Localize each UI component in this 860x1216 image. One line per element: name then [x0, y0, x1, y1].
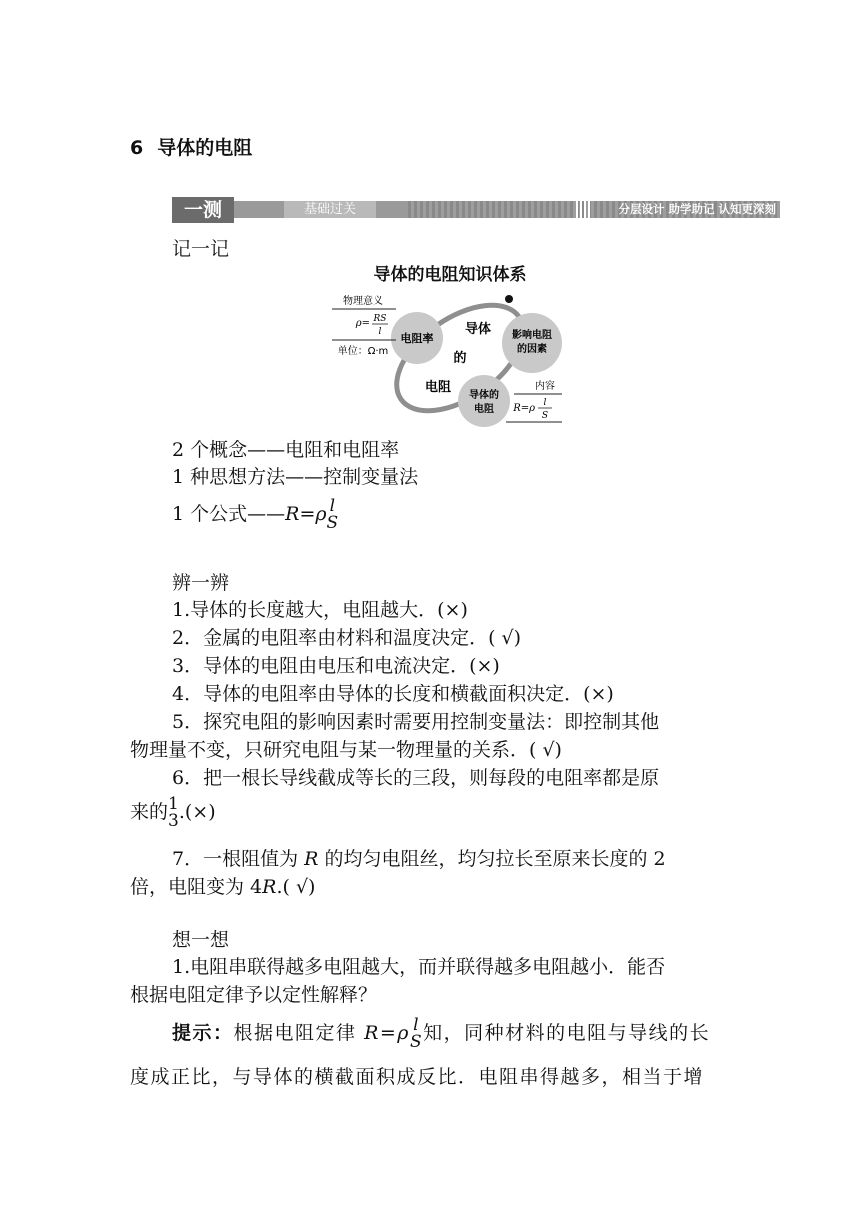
summary-line-3-prefix: 1 个公式——	[172, 503, 286, 525]
judge-item-2: 2．金属的电阻率由材料和温度决定．( √)	[172, 627, 522, 649]
one-third-den: 3	[168, 811, 179, 831]
hint-text-2: 知，同种材料的电阻与导线的长	[423, 1022, 711, 1044]
unit-label: 单位：Ω·m	[337, 346, 389, 357]
node-factors-label-1: 影响电阻	[512, 330, 552, 341]
judge-item-5-line-1: 5．探究电阻的影响因素时需要用控制变量法：即控制其他	[172, 711, 660, 733]
center-text-2: 的	[453, 351, 467, 366]
rho-formula-den: l	[378, 327, 382, 337]
summary-line-2: 1 种思想方法——控制变量法	[172, 466, 419, 488]
r-formula-num: l	[543, 398, 547, 408]
right-annotation	[500, 377, 580, 425]
judge-item-1: 1.导体的长度越大，电阻越大．(×)	[172, 599, 468, 621]
center-text-3: 电阻	[424, 380, 452, 395]
one-third-num: 1	[168, 794, 179, 814]
banner-mark: 一测	[172, 197, 234, 223]
hint-fraction	[410, 1017, 423, 1051]
judge-item-3: 3．导体的电阻由电压和电流决定．(×)	[172, 655, 500, 677]
hint-num: l	[413, 1015, 421, 1035]
formula-lhs: R=ρ	[285, 503, 327, 525]
node-resistivity-label: 电阻率	[400, 332, 434, 345]
judge-item-4: 4．导体的电阻率由导体的长度和横截面积决定．(×)	[172, 683, 614, 705]
formula-den: S	[326, 513, 339, 533]
node-resistance-label-1: 导体的	[469, 390, 499, 401]
center-text-1: 导体	[464, 322, 492, 337]
diagram-title: 导体的电阻知识体系	[373, 265, 527, 285]
chapter-number: 6	[130, 137, 144, 159]
node-factors	[502, 313, 562, 373]
hint-formula-lhs: R=ρ	[364, 1022, 410, 1044]
judge-item-7-line-1	[172, 845, 666, 873]
summary-line-3	[172, 498, 338, 532]
hint-label: 提示：	[172, 1022, 234, 1044]
think-q1-line-2: 根据电阻定律予以定性解释？	[130, 984, 378, 1006]
node-factors-label-2: 的因素	[517, 344, 547, 355]
chapter-title-text: 导体的电阻	[157, 137, 253, 159]
judge-item-7-part-2: 的均匀电阻丝，均匀拉长至原来长度的 2	[318, 848, 666, 870]
judge-item-6-line-1: 6．把一根长导线截成等长的三段，则每段的电阻率都是原	[172, 767, 660, 789]
section-think: 想一想	[172, 929, 230, 951]
judge-item-6-suffix: .(×)	[178, 801, 216, 823]
node-resistance-label-2: 电阻	[474, 404, 494, 415]
rho-formula-num: RS	[373, 314, 387, 324]
hint-den: S	[409, 1032, 424, 1052]
judge-item-6-line-2	[130, 796, 216, 830]
summary-line-1: 2 个概念——电阻和电阻率	[172, 439, 400, 461]
judge-item-7-R: R	[304, 848, 319, 870]
banner-bars	[576, 201, 590, 218]
one-third-fraction	[168, 796, 179, 830]
judge-item-7-part-4: .( √)	[276, 876, 316, 898]
formula-num: l	[329, 496, 336, 516]
formula-fraction	[327, 498, 339, 532]
banner-subtitle: 基础过关	[284, 201, 376, 218]
orbit-dot	[505, 295, 513, 303]
rho-formula-lhs: ρ=	[355, 318, 370, 329]
judge-item-5-line-2: 物理量不变，只研究电阻与某一物理量的关系．( √)	[130, 739, 562, 761]
hint-line-2: 度成正比，与导体的横截面积成反比．电阻串得越多，相当于增	[130, 1066, 705, 1088]
judge-item-7-R2: R	[262, 876, 277, 898]
judge-item-6-prefix: 来的	[130, 801, 169, 823]
judge-item-7-part-3: 倍，电阻变为 4	[130, 876, 263, 898]
think-q1-line-1: 1.电阻串联得越多电阻越大，而并联得越多电阻越小．能否	[172, 956, 666, 978]
hint-text-1: 根据电阻定律	[233, 1022, 365, 1044]
section-banner	[172, 197, 780, 223]
judge-item-7-line-2	[130, 873, 315, 901]
chapter-title	[130, 133, 252, 160]
hint-line-1	[172, 1017, 710, 1051]
r-formula-den: S	[541, 411, 549, 421]
banner-tagline: 分层设计 助学助记 认知更深刻	[618, 202, 776, 216]
physical-meaning-label: 物理意义	[343, 296, 383, 307]
content-label: 内容	[535, 381, 555, 392]
judge-item-7-part-1: 7．一根阻值为	[172, 848, 305, 870]
section-distinguish: 辨一辨	[172, 572, 230, 594]
left-annotation	[330, 290, 420, 360]
r-formula-lhs: R=ρ	[513, 403, 535, 414]
section-remember: 记一记	[172, 238, 230, 260]
